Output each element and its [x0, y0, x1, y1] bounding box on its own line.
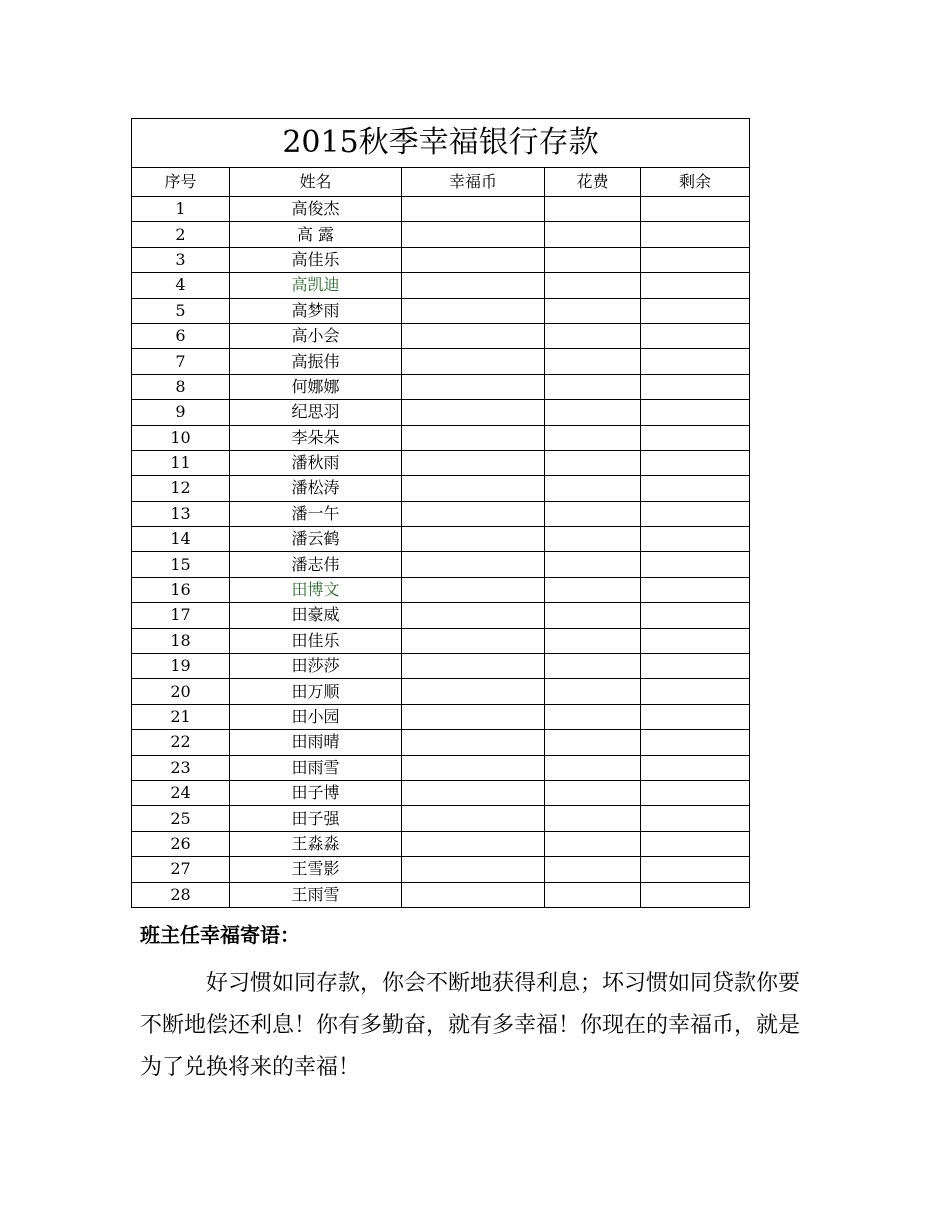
cell-name: 纪思羽 — [230, 400, 402, 425]
cell-number: 19 — [132, 654, 230, 679]
header-spent: 花费 — [545, 168, 641, 197]
cell-remaining — [641, 780, 750, 805]
cell-number: 28 — [132, 882, 230, 907]
cell-happiness-coins — [402, 603, 545, 628]
cell-happiness-coins — [402, 501, 545, 526]
cell-number: 15 — [132, 552, 230, 577]
cell-spent — [545, 552, 641, 577]
table-row — [132, 273, 750, 298]
cell-spent — [545, 501, 641, 526]
cell-spent — [545, 577, 641, 602]
cell-name: 田博文 — [230, 577, 402, 602]
cell-name: 王雨雪 — [230, 882, 402, 907]
table-row — [132, 577, 750, 602]
cell-name: 高 露 — [230, 222, 402, 247]
cell-name: 王淼淼 — [230, 831, 402, 856]
cell-happiness-coins — [402, 882, 545, 907]
bank-deposit-table — [131, 118, 750, 908]
cell-happiness-coins — [402, 298, 545, 323]
cell-number: 17 — [132, 603, 230, 628]
table-row — [132, 552, 750, 577]
cell-number: 26 — [132, 831, 230, 856]
cell-number: 5 — [132, 298, 230, 323]
cell-remaining — [641, 222, 750, 247]
cell-remaining — [641, 476, 750, 501]
cell-name: 田雨雪 — [230, 755, 402, 780]
table-row — [132, 425, 750, 450]
cell-name: 高振伟 — [230, 349, 402, 374]
cell-name: 李朵朵 — [230, 425, 402, 450]
cell-name: 田子博 — [230, 780, 402, 805]
cell-name: 田子强 — [230, 806, 402, 831]
cell-remaining — [641, 831, 750, 856]
table-row — [132, 755, 750, 780]
cell-remaining — [641, 197, 750, 222]
cell-remaining — [641, 577, 750, 602]
cell-spent — [545, 425, 641, 450]
table-row — [132, 374, 750, 399]
table-row — [132, 247, 750, 272]
cell-spent — [545, 298, 641, 323]
table-row — [132, 780, 750, 805]
cell-number: 9 — [132, 400, 230, 425]
cell-number: 27 — [132, 857, 230, 882]
cell-remaining — [641, 628, 750, 653]
cell-spent — [545, 400, 641, 425]
cell-number: 6 — [132, 323, 230, 348]
cell-happiness-coins — [402, 323, 545, 348]
cell-happiness-coins — [402, 374, 545, 399]
cell-spent — [545, 704, 641, 729]
cell-remaining — [641, 247, 750, 272]
cell-number: 8 — [132, 374, 230, 399]
table-row — [132, 831, 750, 856]
table-row — [132, 323, 750, 348]
cell-spent — [545, 349, 641, 374]
table-row — [132, 298, 750, 323]
cell-number: 11 — [132, 450, 230, 475]
table-header-row — [132, 168, 750, 197]
header-number: 序号 — [132, 168, 230, 197]
cell-name: 田小园 — [230, 704, 402, 729]
cell-happiness-coins — [402, 425, 545, 450]
cell-happiness-coins — [402, 628, 545, 653]
cell-name: 高俊杰 — [230, 197, 402, 222]
cell-spent — [545, 323, 641, 348]
cell-spent — [545, 780, 641, 805]
cell-spent — [545, 755, 641, 780]
cell-happiness-coins — [402, 654, 545, 679]
cell-spent — [545, 628, 641, 653]
cell-name: 潘志伟 — [230, 552, 402, 577]
cell-number: 12 — [132, 476, 230, 501]
cell-spent — [545, 527, 641, 552]
cell-happiness-coins — [402, 806, 545, 831]
cell-name: 潘秋雨 — [230, 450, 402, 475]
cell-number: 23 — [132, 755, 230, 780]
cell-happiness-coins — [402, 857, 545, 882]
cell-remaining — [641, 374, 750, 399]
header-happiness-coins: 幸福币 — [402, 168, 545, 197]
cell-name: 高凯迪 — [230, 273, 402, 298]
cell-name: 田佳乐 — [230, 628, 402, 653]
cell-happiness-coins — [402, 679, 545, 704]
cell-name: 田莎莎 — [230, 654, 402, 679]
table-row — [132, 882, 750, 907]
cell-remaining — [641, 730, 750, 755]
cell-remaining — [641, 806, 750, 831]
cell-name: 高梦雨 — [230, 298, 402, 323]
cell-remaining — [641, 755, 750, 780]
cell-happiness-coins — [402, 730, 545, 755]
cell-remaining — [641, 603, 750, 628]
table-row — [132, 222, 750, 247]
cell-remaining — [641, 679, 750, 704]
cell-number: 21 — [132, 704, 230, 729]
table-row — [132, 476, 750, 501]
cell-remaining — [641, 273, 750, 298]
cell-number: 4 — [132, 273, 230, 298]
cell-name: 田万顺 — [230, 679, 402, 704]
cell-remaining — [641, 552, 750, 577]
cell-name: 王雪影 — [230, 857, 402, 882]
cell-spent — [545, 654, 641, 679]
table-row — [132, 857, 750, 882]
cell-happiness-coins — [402, 197, 545, 222]
cell-name: 潘一午 — [230, 501, 402, 526]
cell-happiness-coins — [402, 552, 545, 577]
cell-number: 16 — [132, 577, 230, 602]
cell-remaining — [641, 857, 750, 882]
cell-name: 潘松涛 — [230, 476, 402, 501]
table-row — [132, 197, 750, 222]
cell-spent — [545, 730, 641, 755]
cell-name: 高小会 — [230, 323, 402, 348]
table-row — [132, 450, 750, 475]
cell-spent — [545, 831, 641, 856]
cell-spent — [545, 806, 641, 831]
cell-spent — [545, 857, 641, 882]
cell-happiness-coins — [402, 577, 545, 602]
cell-spent — [545, 882, 641, 907]
table-row — [132, 400, 750, 425]
cell-happiness-coins — [402, 527, 545, 552]
cell-happiness-coins — [402, 780, 545, 805]
cell-name: 田豪威 — [230, 603, 402, 628]
cell-happiness-coins — [402, 476, 545, 501]
cell-happiness-coins — [402, 349, 545, 374]
table-row — [132, 527, 750, 552]
cell-remaining — [641, 882, 750, 907]
header-name: 姓名 — [230, 168, 402, 197]
table-row — [132, 654, 750, 679]
table-title-row — [132, 119, 750, 168]
table-row — [132, 603, 750, 628]
cell-remaining — [641, 704, 750, 729]
cell-happiness-coins — [402, 755, 545, 780]
header-remaining: 剩余 — [641, 168, 750, 197]
cell-name: 潘云鹤 — [230, 527, 402, 552]
cell-happiness-coins — [402, 222, 545, 247]
teacher-message-title: 班主任幸福寄语： — [140, 923, 300, 947]
cell-number: 24 — [132, 780, 230, 805]
cell-spent — [545, 247, 641, 272]
cell-number: 2 — [132, 222, 230, 247]
cell-number: 1 — [132, 197, 230, 222]
table-row — [132, 679, 750, 704]
cell-remaining — [641, 501, 750, 526]
cell-number: 22 — [132, 730, 230, 755]
cell-remaining — [641, 450, 750, 475]
cell-number: 20 — [132, 679, 230, 704]
cell-spent — [545, 374, 641, 399]
cell-number: 13 — [132, 501, 230, 526]
cell-remaining — [641, 298, 750, 323]
cell-name: 田雨晴 — [230, 730, 402, 755]
cell-number: 14 — [132, 527, 230, 552]
cell-name: 何娜娜 — [230, 374, 402, 399]
cell-number: 3 — [132, 247, 230, 272]
cell-spent — [545, 197, 641, 222]
cell-number: 18 — [132, 628, 230, 653]
cell-happiness-coins — [402, 247, 545, 272]
table-row — [132, 704, 750, 729]
cell-remaining — [641, 425, 750, 450]
cell-name: 高佳乐 — [230, 247, 402, 272]
table-row — [132, 730, 750, 755]
cell-remaining — [641, 654, 750, 679]
teacher-message-body: 好习惯如同存款，你会不断地获得利息；坏习惯如同贷款你要不断地偿还利息！你有多勤奋，就有多幸福！你现在的幸福币，就是为了兑换将来的幸福！ — [140, 971, 801, 1080]
cell-spent — [545, 450, 641, 475]
cell-number: 25 — [132, 806, 230, 831]
cell-remaining — [641, 323, 750, 348]
table-row — [132, 806, 750, 831]
cell-remaining — [641, 349, 750, 374]
cell-happiness-coins — [402, 273, 545, 298]
cell-happiness-coins — [402, 831, 545, 856]
cell-spent — [545, 679, 641, 704]
cell-spent — [545, 603, 641, 628]
table-title: 2015秋季幸福银行存款 — [132, 119, 750, 168]
cell-happiness-coins — [402, 450, 545, 475]
cell-spent — [545, 222, 641, 247]
table-row — [132, 349, 750, 374]
cell-number: 7 — [132, 349, 230, 374]
cell-number: 10 — [132, 425, 230, 450]
table-row — [132, 628, 750, 653]
cell-happiness-coins — [402, 704, 545, 729]
table-row — [132, 501, 750, 526]
cell-spent — [545, 273, 641, 298]
cell-remaining — [641, 400, 750, 425]
cell-remaining — [641, 527, 750, 552]
cell-spent — [545, 476, 641, 501]
cell-happiness-coins — [402, 400, 545, 425]
